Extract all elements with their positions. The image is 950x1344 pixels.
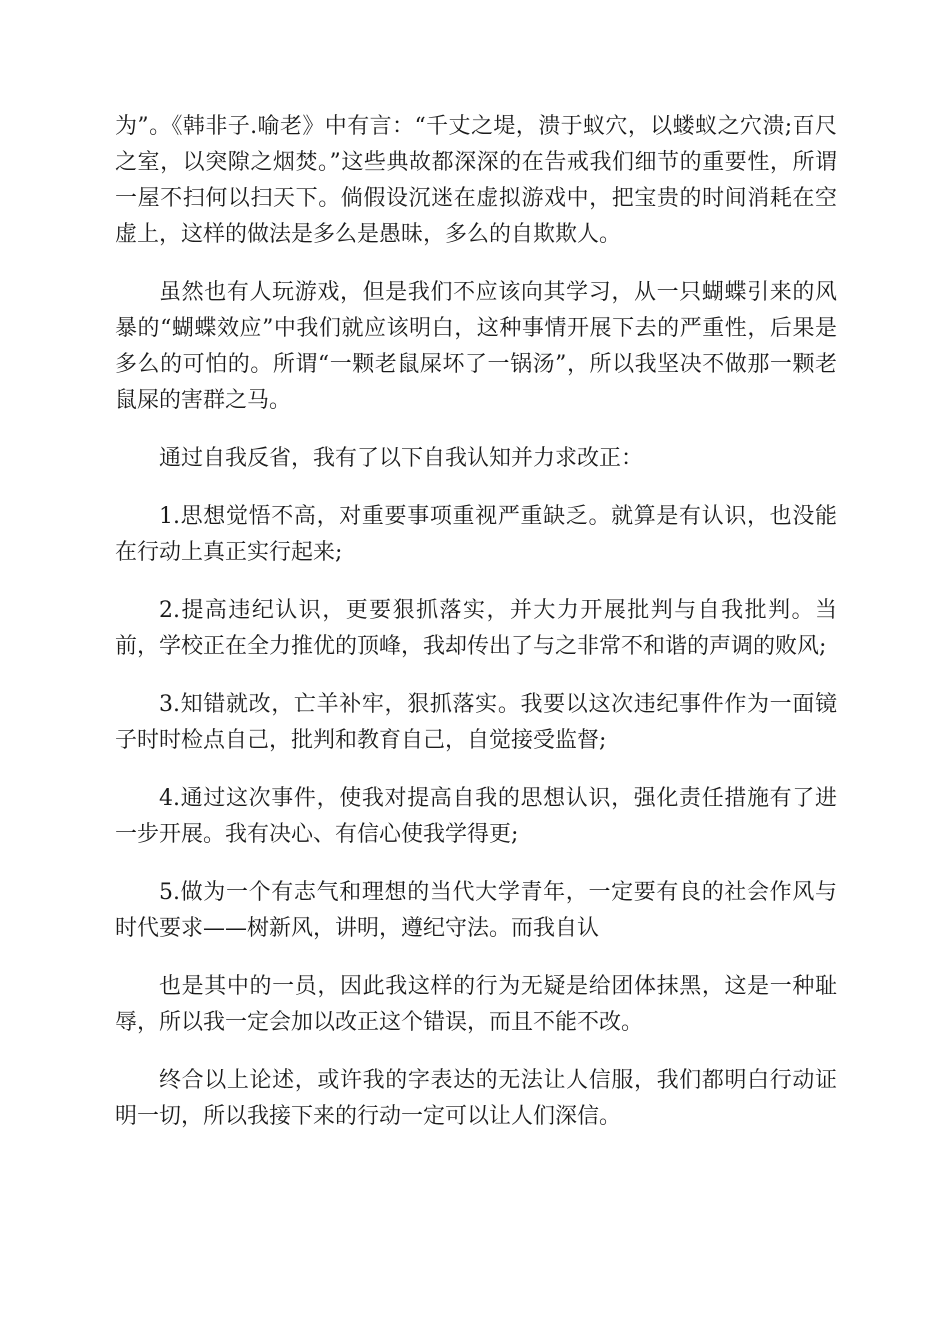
document-body xyxy=(115,109,837,1135)
list-item-2: 2.提高违纪认识，更要狠抓落实，并大力开展批判与自我批判。当前，学校正在全力推优的顶峰，我却传出了与之非常不和谐的声调的败风; xyxy=(115,598,837,659)
paragraph-butterfly-effect: 虽然也有人玩游戏，但是我们不应该向其学习，从一只蝴蝶引来的风暴的“蝴蝶效应”中我们就应该明白，这种事情开展下去的严重性，后果是多么的可怕的。所谓“一颗老鼠屎坏了一锅汤”，所以我坚决不做那一颗老鼠屎的害群之马。 xyxy=(115,280,837,413)
paragraph-self-reflection-intro: 通过自我反省，我有了以下自我认知并力求改正： xyxy=(159,446,644,471)
list-item-3: 3.知错就改，亡羊补牢，狠抓落实。我要以这次违纪事件作为一面镜子时时检点自己，批判和教育自己，自觉接受监督; xyxy=(115,692,837,753)
list-item-1: 1.思想觉悟不高，对重要事项重视严重缺乏。就算是有认识，也没能在行动上真正实行起来; xyxy=(115,504,837,565)
list-item-4: 4.通过这次事件，使我对提高自我的思想认识，强化责任措施有了进一步开展。我有决心、有信心使我学得更; xyxy=(115,786,837,847)
paragraph-continued: 为”。《韩非子.喻老》中有言：“千丈之堤，溃于蚁穴，以蝼蚁之穴溃;百尺之室，以突隙之烟焚。”这些典故都深深的在告戒我们细节的重要性，所谓一屋不扫何以扫天下。倘假设沉迷在虚拟游戏中，把宝贵的时间消耗在空虚上，这样的做法是多么是愚昧，多么的自欺欺人。 xyxy=(115,114,837,247)
paragraph-continuation: 也是其中的一员，因此我这样的行为无疑是给团体抹黑，这是一种耻辱，所以我一定会加以改正这个错误，而且不能不改。 xyxy=(115,974,837,1035)
paragraph-conclusion: 终合以上论述，或许我的字表达的无法让人信服，我们都明白行动证明一切，所以我接下来的行动一定可以让人们深信。 xyxy=(115,1068,837,1129)
list-item-5: 5.做为一个有志气和理想的当代大学青年，一定要有良的社会作风与时代要求——树新风，讲明，遵纪守法。而我自认 xyxy=(115,880,837,941)
